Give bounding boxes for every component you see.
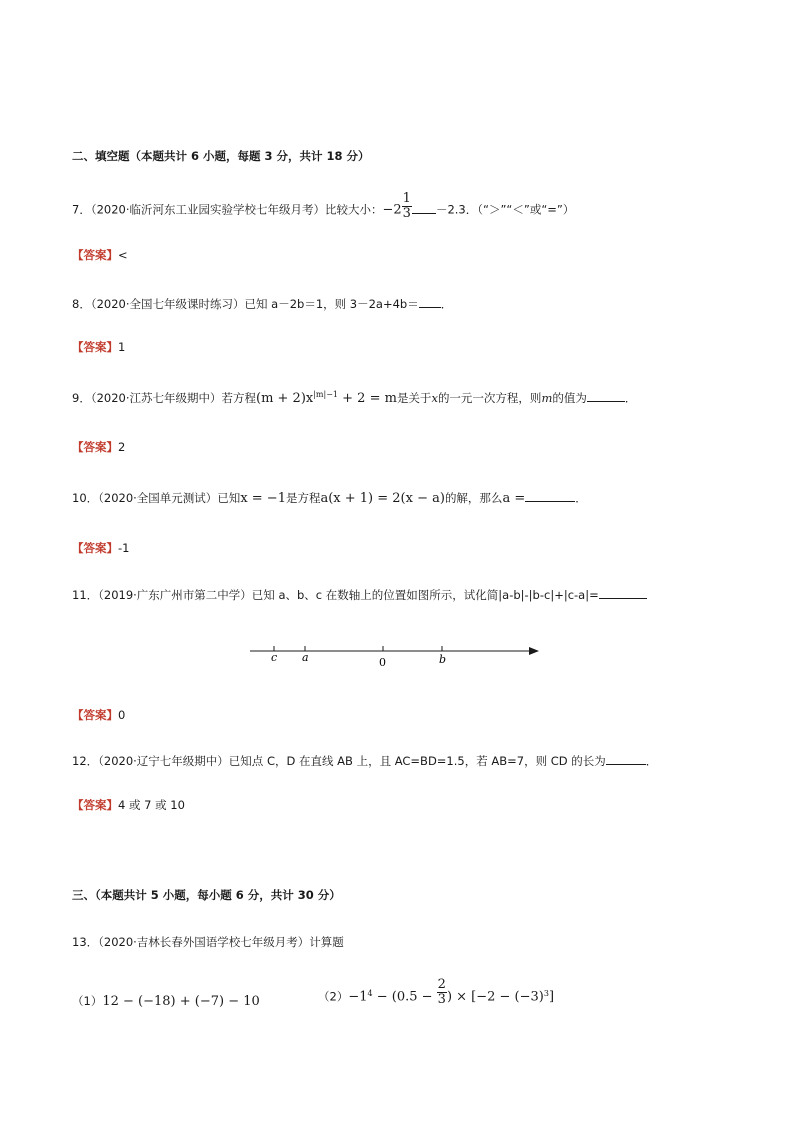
q9-eq-exp: |m|−1 [313, 390, 339, 399]
question-9 [72, 391, 636, 405]
q11-answer [72, 710, 125, 722]
q7-answer [72, 250, 128, 262]
q9-eq-right: + 2 = m [338, 390, 397, 406]
q13-p2-fraction [437, 978, 447, 1006]
q10-eq: a(x + 1) = 2(x − a) [320, 491, 445, 506]
q13-p2-den: 3 [437, 991, 446, 1007]
question-8 [72, 299, 452, 311]
label-zero: 0 [379, 656, 386, 669]
q9-tail: 的值为 [552, 390, 587, 405]
q9-mid: 是关于 [396, 390, 432, 405]
q10-mid: 是方程 [285, 491, 321, 505]
q7-prefix: 7．（2020·临沂河东工业园实验学校七年级月考）比较大小： [72, 202, 383, 217]
number-line [245, 640, 545, 672]
q9-answer-value: 2 [118, 440, 126, 454]
q13-p2-a: −1 [348, 989, 368, 1005]
q10-cond: x = −1 [240, 491, 286, 506]
q7-fraction [402, 192, 412, 220]
question-13: 13．（2020·吉林长春外国语学校七年级月考）计算题 [72, 935, 344, 949]
q10-answer [72, 543, 129, 555]
q9-blank[interactable] [587, 401, 625, 402]
q10-end: ． [575, 491, 587, 505]
q11-blank[interactable] [599, 598, 647, 599]
q8-prefix: 8．（2020·全国七年级课时练习）已知 [72, 297, 268, 311]
q13-p2-num: 2 [437, 977, 446, 992]
q9-var-m: m [541, 390, 553, 405]
q13-p1-label: （1） [72, 994, 103, 1008]
q9-end: ． [624, 390, 637, 405]
q11-text: 11．（2019·广东广州市第二中学）已知 a、b、c 在数轴上的位置如图所示，试化简|a-b|-|b-c|+|c-a|= [72, 588, 599, 602]
q9-answer [72, 442, 125, 454]
q7-num: 1 [402, 191, 411, 206]
q10-var: a = [502, 491, 526, 506]
number-line-arrow [529, 647, 539, 655]
q13-p2-d: ] [548, 989, 555, 1005]
q9-mid2: 的一元一次方程，则 [437, 390, 542, 405]
label-c: c [271, 651, 278, 664]
question-10 [72, 492, 587, 505]
q13-p2-label: （2） [318, 989, 349, 1004]
q7-answer-value: < [118, 248, 128, 262]
section-3-heading: 三、（本题共计 5 小题，每小题 6 分，共计 30 分） [72, 888, 341, 902]
q7-blank[interactable] [412, 213, 436, 214]
q12-blank[interactable] [606, 764, 646, 765]
q12-answer-value: 4 或 7 或 10 [118, 798, 185, 812]
q13-part-2 [318, 977, 555, 1018]
q12-text: 12．（2020·辽宁七年级期中）已知点 C，D 在直线 AB 上，且 AC=BD=1.5，若 AB=7，则 CD 的长为 [72, 754, 606, 768]
label-b: b [439, 653, 447, 666]
q12-answer-tag: 【答案】 [72, 798, 118, 812]
q13-p2-c-exp: 3 [543, 988, 549, 998]
q10-answer-value: -1 [118, 541, 130, 555]
question-12 [72, 756, 657, 768]
q13-p1-expr: 12 − (−18) + (−7) − 10 [102, 994, 260, 1009]
q11-answer-tag: 【答案】 [72, 708, 118, 722]
q7-answer-tag: 【答案】 [72, 248, 118, 262]
q8-answer [72, 342, 125, 354]
q8-answer-value: 1 [118, 340, 126, 354]
q9-var-x: x [431, 390, 438, 405]
q12-answer [72, 800, 185, 812]
q13-p2-b: − (0.5 − [372, 989, 437, 1005]
question-11 [72, 590, 647, 602]
q13-p2-c: ) × [−2 − (−3) [446, 989, 544, 1005]
q9-prefix: 9．（2020·江苏七年级期中）若方程 [72, 390, 256, 405]
q11-answer-value: 0 [118, 708, 126, 722]
question-7 [72, 191, 575, 221]
q7-whole: −2 [382, 202, 402, 218]
q8-answer-tag: 【答案】 [72, 340, 118, 354]
q10-blank[interactable] [525, 501, 575, 502]
q9-answer-tag: 【答案】 [72, 440, 118, 454]
section-2-heading: 二、填空题（本题共计 6 小题，每题 3 分，共计 18 分） [72, 149, 370, 163]
q7-after: －2.3．（“＞”“＜”或“=”） [435, 202, 575, 217]
q8-cond: a－2b＝1，则 3－2a+4b＝ [271, 297, 419, 311]
q10-tail: 的解，那么 [444, 491, 503, 505]
q8-blank[interactable] [419, 307, 441, 308]
q10-answer-tag: 【答案】 [72, 541, 118, 555]
q7-den: 3 [402, 205, 411, 221]
q13-part-1 [72, 995, 260, 1008]
q13-p2-a-exp: 4 [367, 988, 373, 998]
label-a: a [302, 651, 309, 664]
q8-end: ． [440, 297, 453, 311]
q9-eq-left: (m + 2)x [256, 390, 314, 406]
q10-prefix: 10．（2020·全国单元测试）已知 [72, 491, 241, 505]
q12-end: ． [645, 754, 658, 768]
